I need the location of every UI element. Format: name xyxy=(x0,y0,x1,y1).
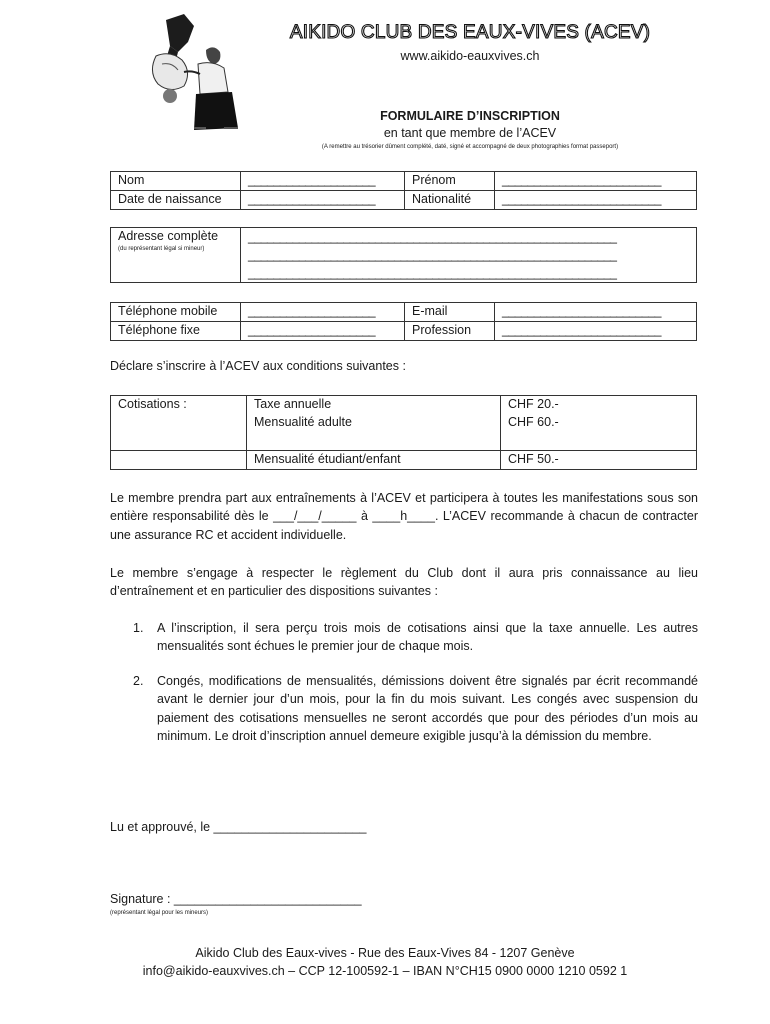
table-row xyxy=(111,322,697,341)
list-item xyxy=(133,619,698,656)
nationalite-field[interactable]: _________________________ xyxy=(495,191,697,210)
tel-mobile-label: Téléphone mobile xyxy=(111,303,241,322)
fees-label: Cotisations : xyxy=(111,396,247,451)
table-row xyxy=(111,451,697,470)
profession-field[interactable]: _________________________ xyxy=(495,322,697,341)
email-label: E-mail xyxy=(405,303,495,322)
tel-fixe-field[interactable]: ____________________ xyxy=(241,322,405,341)
form-note: (A remettre au trésorier dûment complété, daté, signé et accompagné de deux photographies format passeport) xyxy=(321,144,619,150)
club-website[interactable]: www.aikido-eauxvives.ch xyxy=(400,49,540,63)
signature-note: (représentant légal pour les mineurs) xyxy=(110,910,209,916)
list-item-text: A l’inscription, il sera perçu trois mois de cotisations ainsi que la taxe annuelle. Les autres mensualités sont échues le premier jour de chaque mois. xyxy=(157,621,698,654)
tel-fixe-label: Téléphone fixe xyxy=(111,322,241,341)
fees-table xyxy=(110,395,697,470)
table-row xyxy=(111,228,697,283)
nom-field[interactable]: ____________________ xyxy=(241,172,405,191)
profession-label: Profession xyxy=(405,322,495,341)
signature-field[interactable]: Signature : ___________________________ xyxy=(110,892,362,906)
fees-label-empty xyxy=(111,451,247,470)
table-row xyxy=(111,396,697,415)
date-naissance-field[interactable]: ____________________ xyxy=(241,191,405,210)
nom-label: Nom xyxy=(111,172,241,191)
fee-amount: CHF 60.- xyxy=(501,414,697,451)
fee-name: Mensualité adulte xyxy=(247,414,501,451)
address-line-1[interactable]: __________________________________________________________ xyxy=(248,230,617,244)
fee-name: Mensualité étudiant/enfant xyxy=(247,451,501,470)
address-label: Adresse complète xyxy=(118,229,219,243)
aikido-figures-icon xyxy=(152,14,238,130)
address-line-2[interactable]: __________________________________________________________ xyxy=(248,248,617,262)
form-title: FORMULAIRE D’INSCRIPTION xyxy=(380,109,560,123)
fee-name: Taxe annuelle xyxy=(247,396,501,415)
list-item-number: 1. xyxy=(133,621,144,635)
list-item-number: 2. xyxy=(133,674,144,688)
fee-amount: CHF 50.- xyxy=(501,451,697,470)
email-field[interactable]: _________________________ xyxy=(495,303,697,322)
footer-contact: info@aikido-eauxvives.ch – CCP 12-100592-1 – IBAN N°CH15 0900 0000 1210 0592 1 xyxy=(142,964,628,978)
address-line-3[interactable]: __________________________________________________________ xyxy=(248,266,617,280)
paragraph-regulation: Le membre s’engage à respecter le règlement du Club dont il aura pris connaissance au lieu d’entraînement et en particulier des dispositions suivantes : xyxy=(110,566,698,599)
date-naissance-label: Date de naissance xyxy=(111,191,241,210)
footer-address: Aikido Club des Eaux-vives - Rue des Eaux-Vives 84 - 1207 Genève xyxy=(195,946,575,960)
table-row xyxy=(111,191,697,210)
club-title: AIKIDO CLUB DES EAUX-VIVES (ACEV) xyxy=(289,22,651,43)
paragraph-participation: Le membre prendra part aux entraînements à l’ACEV et participera à toutes les manifestations sous son entière responsabilité dès le ___/___/_____ à ____h____. L’ACEV recommande à chacun de contracter une assurance RC et accident individuelle. xyxy=(110,491,698,542)
declaration-text: Déclare s’inscrire à l’ACEV aux conditions suivantes : xyxy=(110,359,406,373)
prenom-label: Prénom xyxy=(405,172,495,191)
table-row xyxy=(111,172,697,191)
list-item-text: Congés, modifications de mensualités, démissions doivent être signalés par écrit recommandé avant le dernier jour d’un mois, pour la fin du mois suivant. Les congés avec suspension du paiement des cotisations mensuelles ne seront accordés que pour des périodes d’un mois au minimum. Le droit d’inscription annuel demeure exigible jusqu’à la démission du membre. xyxy=(157,674,698,743)
nationalite-label: Nationalité xyxy=(405,191,495,210)
fee-amount: CHF 20.- xyxy=(501,396,697,415)
tel-mobile-field[interactable]: ____________________ xyxy=(241,303,405,322)
prenom-field[interactable]: _________________________ xyxy=(495,172,697,191)
address-note: (du représentant légal si mineur) xyxy=(118,246,205,252)
approval-date-field[interactable]: Lu et approuvé, le ______________________ xyxy=(110,820,367,834)
address-table xyxy=(110,227,697,283)
form-subtitle: en tant que membre de l’ACEV xyxy=(383,126,557,140)
list-item xyxy=(133,672,698,745)
table-row xyxy=(111,303,697,322)
contact-table xyxy=(110,302,697,341)
identity-table xyxy=(110,171,697,210)
